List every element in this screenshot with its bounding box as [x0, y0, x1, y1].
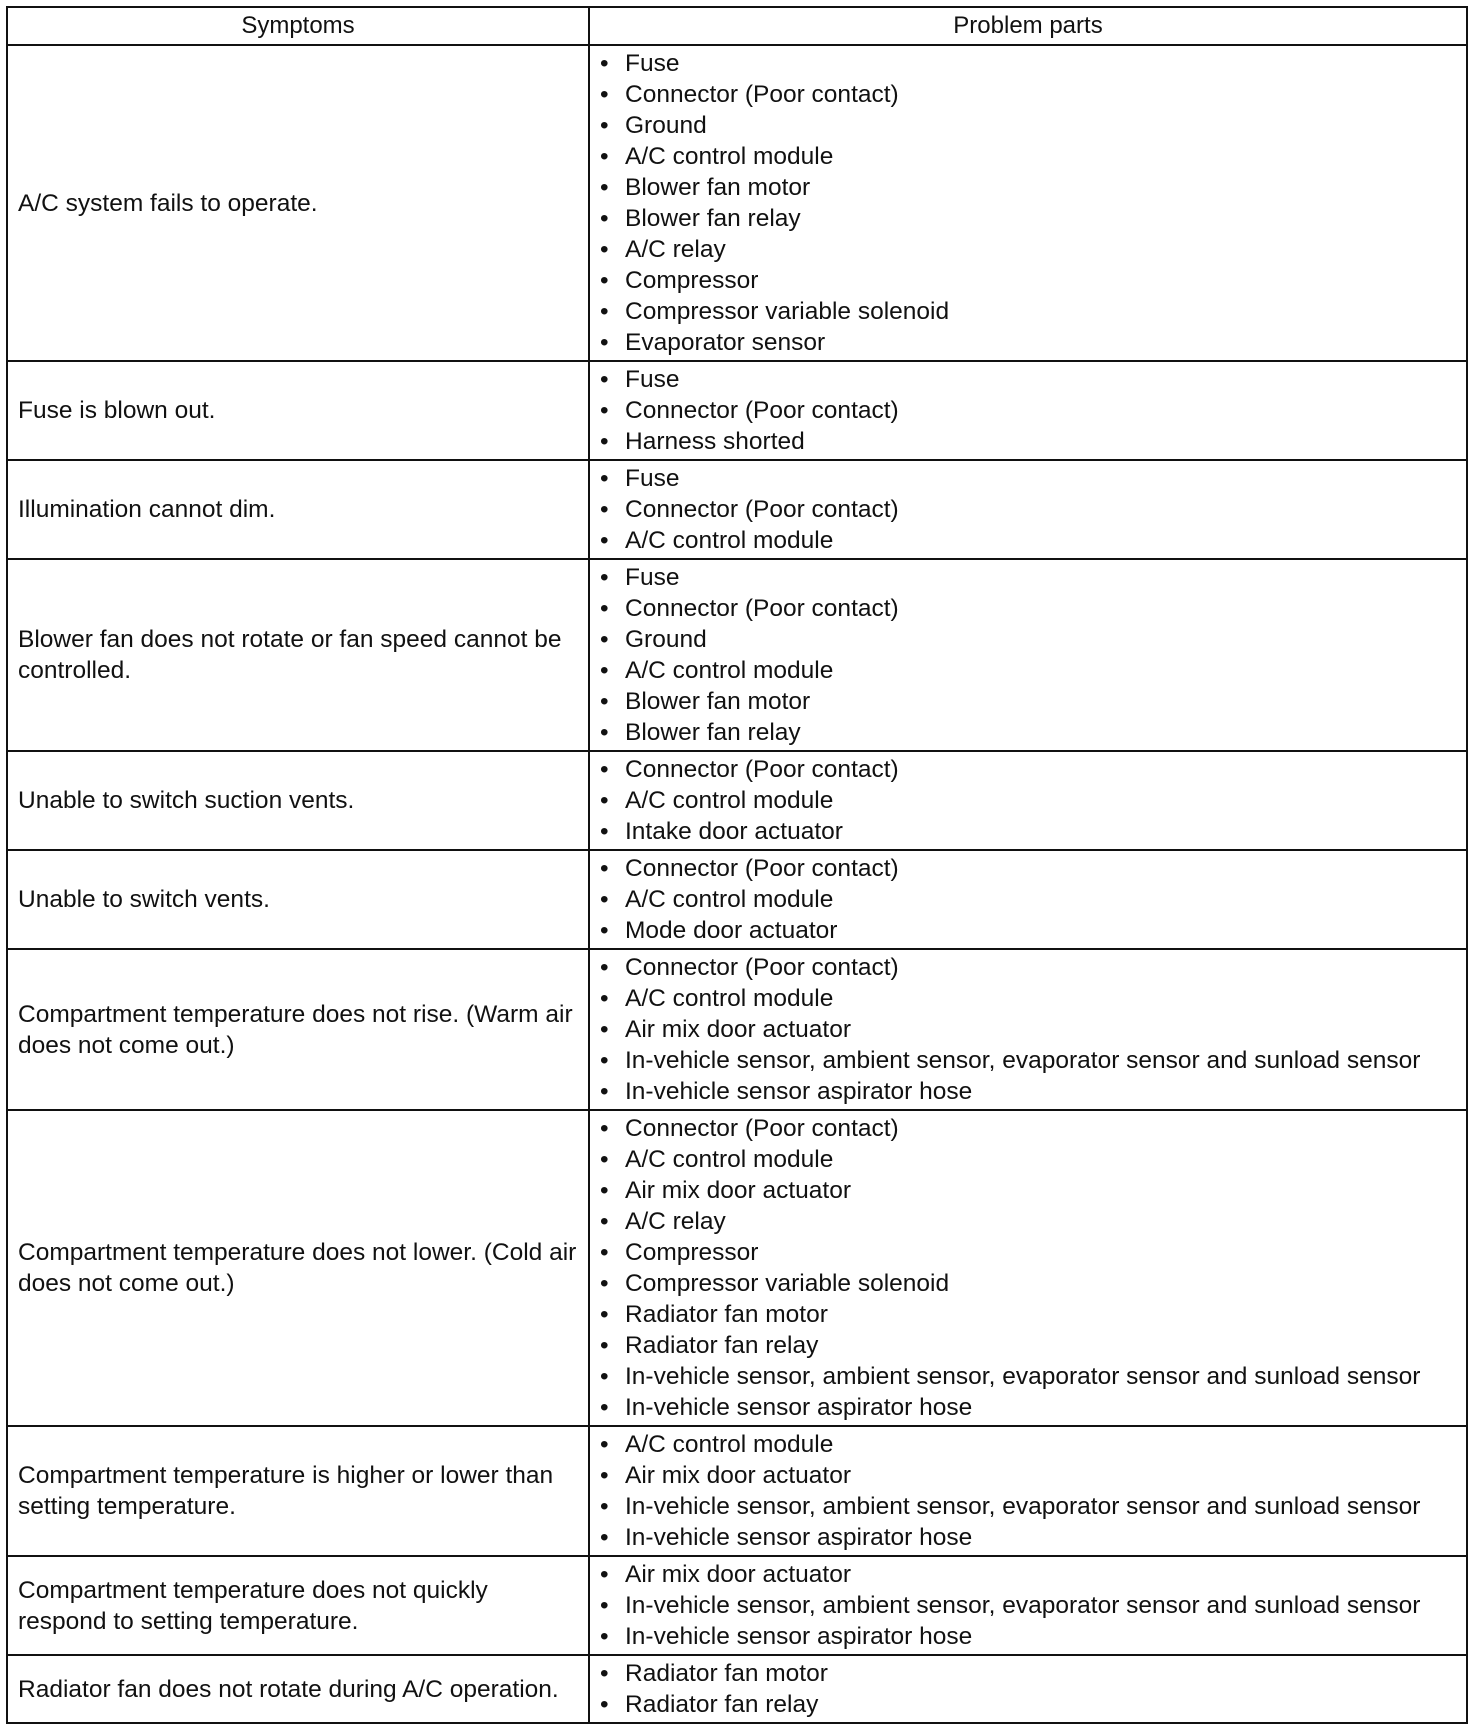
problem-parts-list [600, 1658, 1460, 1720]
table-body [7, 45, 1467, 1723]
list-item: • Connector (Poor contact) [600, 79, 1460, 110]
list-item: • Air mix door actuator [600, 1175, 1460, 1206]
list-item: • A/C control module [600, 983, 1460, 1014]
table-row [7, 361, 1467, 460]
symptom-cell: Unable to switch suction vents. [7, 751, 589, 850]
table-row [7, 45, 1467, 361]
list-item: • In-vehicle sensor aspirator hose [600, 1076, 1460, 1107]
symptom-cell: Compartment temperature does not rise. (Warm air does not come out.) [7, 949, 589, 1110]
problem-parts-cell [589, 1556, 1467, 1655]
problem-parts-cell [589, 559, 1467, 751]
list-item: • In-vehicle sensor aspirator hose [600, 1392, 1460, 1423]
problem-parts-list [600, 952, 1460, 1107]
list-item: • In-vehicle sensor, ambient sensor, evaporator sensor and sunload sensor [600, 1045, 1460, 1076]
list-item: • Air mix door actuator [600, 1014, 1460, 1045]
list-item: • Blower fan relay [600, 203, 1460, 234]
problem-parts-cell [589, 1110, 1467, 1426]
symptom-cell: Compartment temperature is higher or lower than setting temperature. [7, 1426, 589, 1556]
table-row [7, 1556, 1467, 1655]
problem-parts-list [600, 754, 1460, 847]
list-item: • Connector (Poor contact) [600, 494, 1460, 525]
problem-parts-list [600, 853, 1460, 946]
table-row [7, 1426, 1467, 1556]
symptom-cell: Compartment temperature does not lower. (Cold air does not come out.) [7, 1110, 589, 1426]
list-item: • In-vehicle sensor, ambient sensor, evaporator sensor and sunload sensor [600, 1590, 1460, 1621]
problem-parts-list [600, 364, 1460, 457]
table-row [7, 850, 1467, 949]
list-item: • Connector (Poor contact) [600, 853, 1460, 884]
symptoms-column-header: Symptoms [7, 7, 589, 45]
list-item: • Ground [600, 624, 1460, 655]
symptom-cell: A/C system fails to operate. [7, 45, 589, 361]
symptom-cell: Blower fan does not rotate or fan speed cannot be controlled. [7, 559, 589, 751]
problem-parts-cell [589, 361, 1467, 460]
problem-parts-cell [589, 850, 1467, 949]
list-item: • Connector (Poor contact) [600, 593, 1460, 624]
list-item: • Radiator fan relay [600, 1689, 1460, 1720]
symptom-cell: Radiator fan does not rotate during A/C operation. [7, 1655, 589, 1723]
list-item: • A/C relay [600, 1206, 1460, 1237]
problem-parts-column-header: Problem parts [589, 7, 1467, 45]
list-item: • Fuse [600, 364, 1460, 395]
list-item: • Compressor variable solenoid [600, 296, 1460, 327]
problem-parts-list [600, 1113, 1460, 1423]
table-header-row [7, 7, 1467, 45]
list-item: • Compressor variable solenoid [600, 1268, 1460, 1299]
list-item: • In-vehicle sensor, ambient sensor, evaporator sensor and sunload sensor [600, 1491, 1460, 1522]
list-item: • A/C control module [600, 1429, 1460, 1460]
table-row [7, 949, 1467, 1110]
symptom-table [6, 6, 1468, 1724]
list-item: • Connector (Poor contact) [600, 395, 1460, 426]
list-item: • Blower fan motor [600, 686, 1460, 717]
problem-parts-cell [589, 1655, 1467, 1723]
table-row [7, 1110, 1467, 1426]
list-item: • A/C control module [600, 785, 1460, 816]
list-item: • Fuse [600, 48, 1460, 79]
list-item: • Blower fan motor [600, 172, 1460, 203]
list-item: • Compressor [600, 1237, 1460, 1268]
list-item: • Connector (Poor contact) [600, 754, 1460, 785]
problem-parts-cell [589, 45, 1467, 361]
problem-parts-cell [589, 949, 1467, 1110]
table-row [7, 460, 1467, 559]
list-item: • In-vehicle sensor aspirator hose [600, 1522, 1460, 1553]
list-item: • Radiator fan relay [600, 1330, 1460, 1361]
symptom-cell: Fuse is blown out. [7, 361, 589, 460]
table-row [7, 1655, 1467, 1723]
list-item: • Fuse [600, 562, 1460, 593]
problem-parts-cell [589, 751, 1467, 850]
list-item: • Connector (Poor contact) [600, 952, 1460, 983]
list-item: • Harness shorted [600, 426, 1460, 457]
list-item: • Evaporator sensor [600, 327, 1460, 358]
symptom-cell: Unable to switch vents. [7, 850, 589, 949]
problem-parts-list [600, 562, 1460, 748]
problem-parts-list [600, 463, 1460, 556]
list-item: • A/C control module [600, 141, 1460, 172]
table-row [7, 559, 1467, 751]
list-item: • A/C control module [600, 884, 1460, 915]
list-item: • Ground [600, 110, 1460, 141]
problem-parts-list [600, 1429, 1460, 1553]
list-item: • Air mix door actuator [600, 1559, 1460, 1590]
problem-parts-cell [589, 460, 1467, 559]
symptom-cell: Compartment temperature does not quickly respond to setting temperature. [7, 1556, 589, 1655]
list-item: • A/C control module [600, 525, 1460, 556]
problem-parts-list [600, 48, 1460, 358]
list-item: • Radiator fan motor [600, 1299, 1460, 1330]
list-item: • Air mix door actuator [600, 1460, 1460, 1491]
list-item: • Connector (Poor contact) [600, 1113, 1460, 1144]
list-item: • Compressor [600, 265, 1460, 296]
problem-parts-cell [589, 1426, 1467, 1556]
problem-parts-list [600, 1559, 1460, 1652]
list-item: • Intake door actuator [600, 816, 1460, 847]
list-item: • Fuse [600, 463, 1460, 494]
list-item: • Blower fan relay [600, 717, 1460, 748]
table-row [7, 751, 1467, 850]
list-item: • Mode door actuator [600, 915, 1460, 946]
list-item: • In-vehicle sensor, ambient sensor, evaporator sensor and sunload sensor [600, 1361, 1460, 1392]
list-item: • A/C control module [600, 655, 1460, 686]
list-item: • Radiator fan motor [600, 1658, 1460, 1689]
list-item: • In-vehicle sensor aspirator hose [600, 1621, 1460, 1652]
symptom-cell: Illumination cannot dim. [7, 460, 589, 559]
list-item: • A/C relay [600, 234, 1460, 265]
list-item: • A/C control module [600, 1144, 1460, 1175]
